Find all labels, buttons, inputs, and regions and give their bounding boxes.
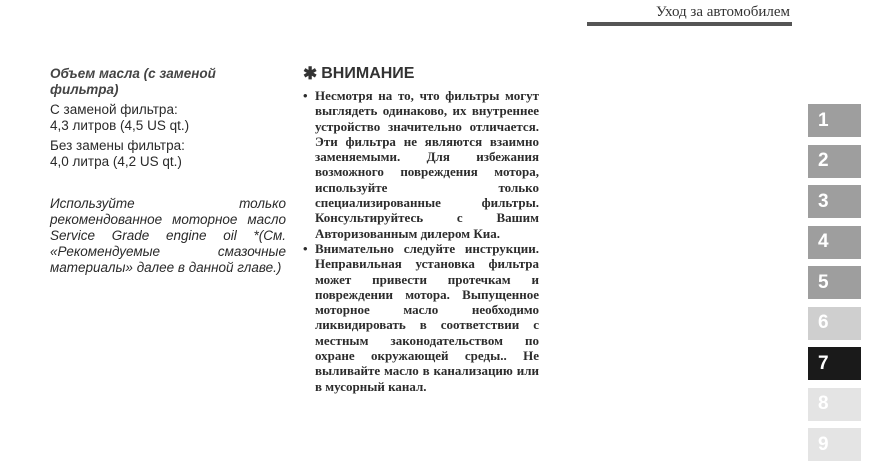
without-filter-label: Без замены фильтра:	[50, 138, 185, 153]
oil-recommendation-note: Используйте только рекомендованное моторное масло Service Grade engine oil *(См. «Рекомендуемые смазочные материалы» далее в данной главе.)	[50, 196, 286, 275]
chapter-tab-5[interactable]: 5	[808, 266, 861, 299]
chapter-tab-9[interactable]: 9	[808, 428, 861, 461]
with-filter-value: 4,3 литров (4,5 US qt.)	[50, 118, 190, 133]
warning-list	[303, 88, 539, 394]
chapter-tab-3[interactable]: 3	[808, 185, 861, 218]
chapter-tab-2[interactable]: 2	[808, 145, 861, 178]
warning-section	[303, 64, 539, 394]
chapter-tab-6[interactable]: 6	[808, 307, 861, 340]
oil-capacity-section	[50, 66, 286, 276]
warning-heading	[303, 64, 539, 84]
warning-title: ВНИМАНИЕ	[321, 65, 415, 82]
asterisk-icon: ✱	[303, 64, 318, 83]
warning-item: • Несмотря на то, что фильтры могут выглядеть одинаково, их внутреннее устройство значительно отличается. Эти фильтра не являются взаимно заменяемыми. Для избежания возможного повреждения мотора, используйте только специализированные фильтры. Консультируйтесь с Вашим Авторизованным дилером Киа.	[303, 88, 539, 241]
chapter-tabs	[808, 104, 861, 469]
chapter-tab-7[interactable]: 7	[808, 347, 861, 380]
oil-capacity-subtitle: Объем масла (с заменой фильтра)	[50, 66, 216, 97]
with-filter-label: С заменой фильтра:	[50, 102, 178, 117]
chapter-tab-8[interactable]: 8	[808, 388, 861, 421]
header-rule	[587, 22, 792, 26]
chapter-tab-1[interactable]: 1	[808, 104, 861, 137]
chapter-tab-4[interactable]: 4	[808, 226, 861, 259]
page-header-title: Уход за автомобилем	[655, 4, 790, 20]
without-filter-value: 4,0 литра (4,2 US qt.)	[50, 154, 182, 169]
warning-item: • Внимательно следуйте инструкции. Неправильная установка фильтра может привести протечкам и повреждении мотора. Выпущенное моторное масло необходимо ликвидировать в соответствии с местным законодательством по охране окружающей среды.. Не выливайте масло в канализацию или в мусорный канал.	[303, 240, 539, 394]
